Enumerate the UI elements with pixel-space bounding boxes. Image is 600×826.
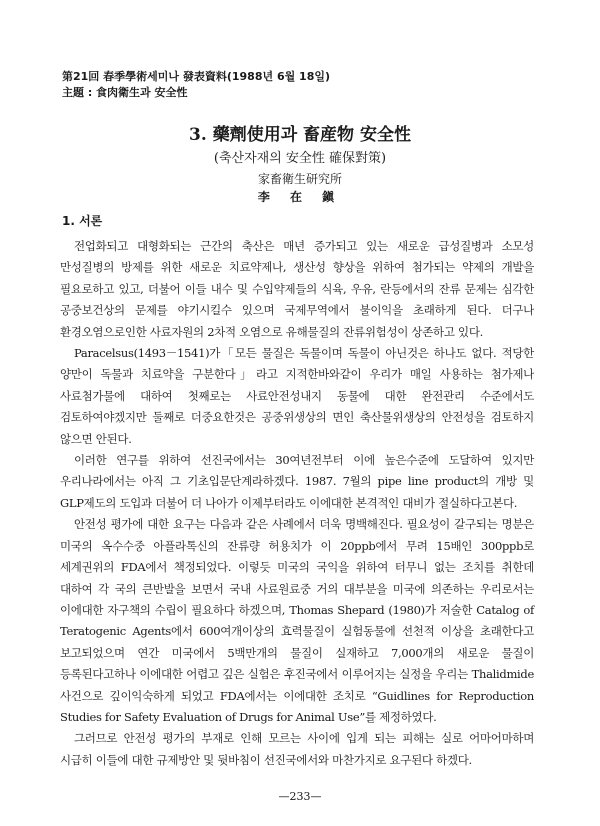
- paragraph: 전업화되고 대형화되는 근간의 축산은 매년 증가되고 있는 새로운 급성질병과 소모성 만성질병의 방제를 위한 새로운 치료약제나, 생산성 향상을 위하여 첨가되는 약제의 개발을 필요로하고 있고, 더불어 이들 내수 및 수입약제들의 식육, 우유, 란등에서의 잔류 문제는 심각한 공중보건상의 문제를 야기시킬수 있으며 국제무역에서 불이익을 초래하게 된다. 더구나 환경오염으로인한 사료자원의 2차적 오염으로 유해물질의 잔류위험성이 상존하고 있다.: [60, 239, 534, 339]
- article-subtitle: (축산자재의 安全性 確保對策): [213, 151, 387, 166]
- paragraph: Paracelsus(1493－1541)가「모든 물질은 독물이며 독물이 아닌것은 하나도 없다. 적당한 양만이 독물과 치료약을 구분한다」라고 지적한바와같이 우리가 매일 사용하는 첨가제나 사료첨가물에 대하여 첫째로는 사료안전성내지 동물에 대한 완전관리 수준에서도 검토하여야겠지만 둘째로 더중요한것은 공중위생상의 면인 축산물위생상의 안전성을 검토하지 않으면 안된다.: [60, 346, 534, 446]
- section-heading: 1. 서론: [62, 214, 103, 228]
- body-text: [60, 236, 534, 771]
- paragraph: 안전성 평가에 대한 요구는 다음과 같은 사례에서 더욱 명백해진다. 필요성이 갈구되는 명분은 미국의 옥수수중 아플라톡신의 잔류량 허용치가 이 20ppb에서 무려 15배인 300ppb로 세계권위의 FDA에서 책정되었다. 이렇듯 미국의 국익을 위하여 터무니 없는 조치를 취한데 대하여 각 국의 큰반발을 보면서 국내 사료원료중 거의 대부분을 미국에 의존하는 우리로서는 이에대한 자구책의 수립이 필요하다 하겠으며, Thomas Shepard (1980)가 저술한 Catalog of Teratogenic Agents에서 600여개이상의 효력물질이 실험동물에 선천적 이상을 초래한다고 보고되었으며 연간 미국에서 5백만개의 물질이 실재하고 7,000개의 새로운 물질이 등록된다고하나 이에대한 어렵고 깊은 실험은 후진국에서 이루어지는 실정을 우리는 Thalidmide 사건으로 깊이익숙하게 되었고 FDA에서는 이에대한 조치로 “Guidlines for Reproduction Studies for Safety Evaluation of Drugs for Animal Use”를 제정하였다.: [60, 517, 534, 724]
- seminar-header: 第21回 春季學術세미나 發表資料(1988년 6월 18일): [62, 70, 331, 83]
- page-number: —233—: [278, 790, 322, 803]
- affiliation: 家畜衛生研究所: [257, 172, 342, 186]
- article-title: 3. 藥劑使用과 畜産物 安全性: [189, 125, 411, 145]
- paragraph: 그러므로 안전성 평가의 부재로 인해 모르는 사이에 입게 되는 피해는 실로 어마어마하며 시급히 이들에 대한 규제방안 및 뒷바침이 선진국에서와 마찬가지로 요구된다 하겠다.: [60, 731, 534, 767]
- paragraph: 이러한 연구를 위하여 선진국에서는 30여년전부터 이에 높은수준에 도달하여 있지만 우리나라에서는 아직 그 기초입문단계라하겠다. 1987. 7월의 pipe line product의 개방 및 GLP제도의 도입과 더불어 더 나아가 이제부터라도 이에대한 본격적인 대비가 절실하다고본다.: [60, 453, 534, 510]
- theme-header: 主題 : 食肉衛生과 安全性: [62, 86, 188, 99]
- author-name: 李 在 鎭: [257, 190, 343, 204]
